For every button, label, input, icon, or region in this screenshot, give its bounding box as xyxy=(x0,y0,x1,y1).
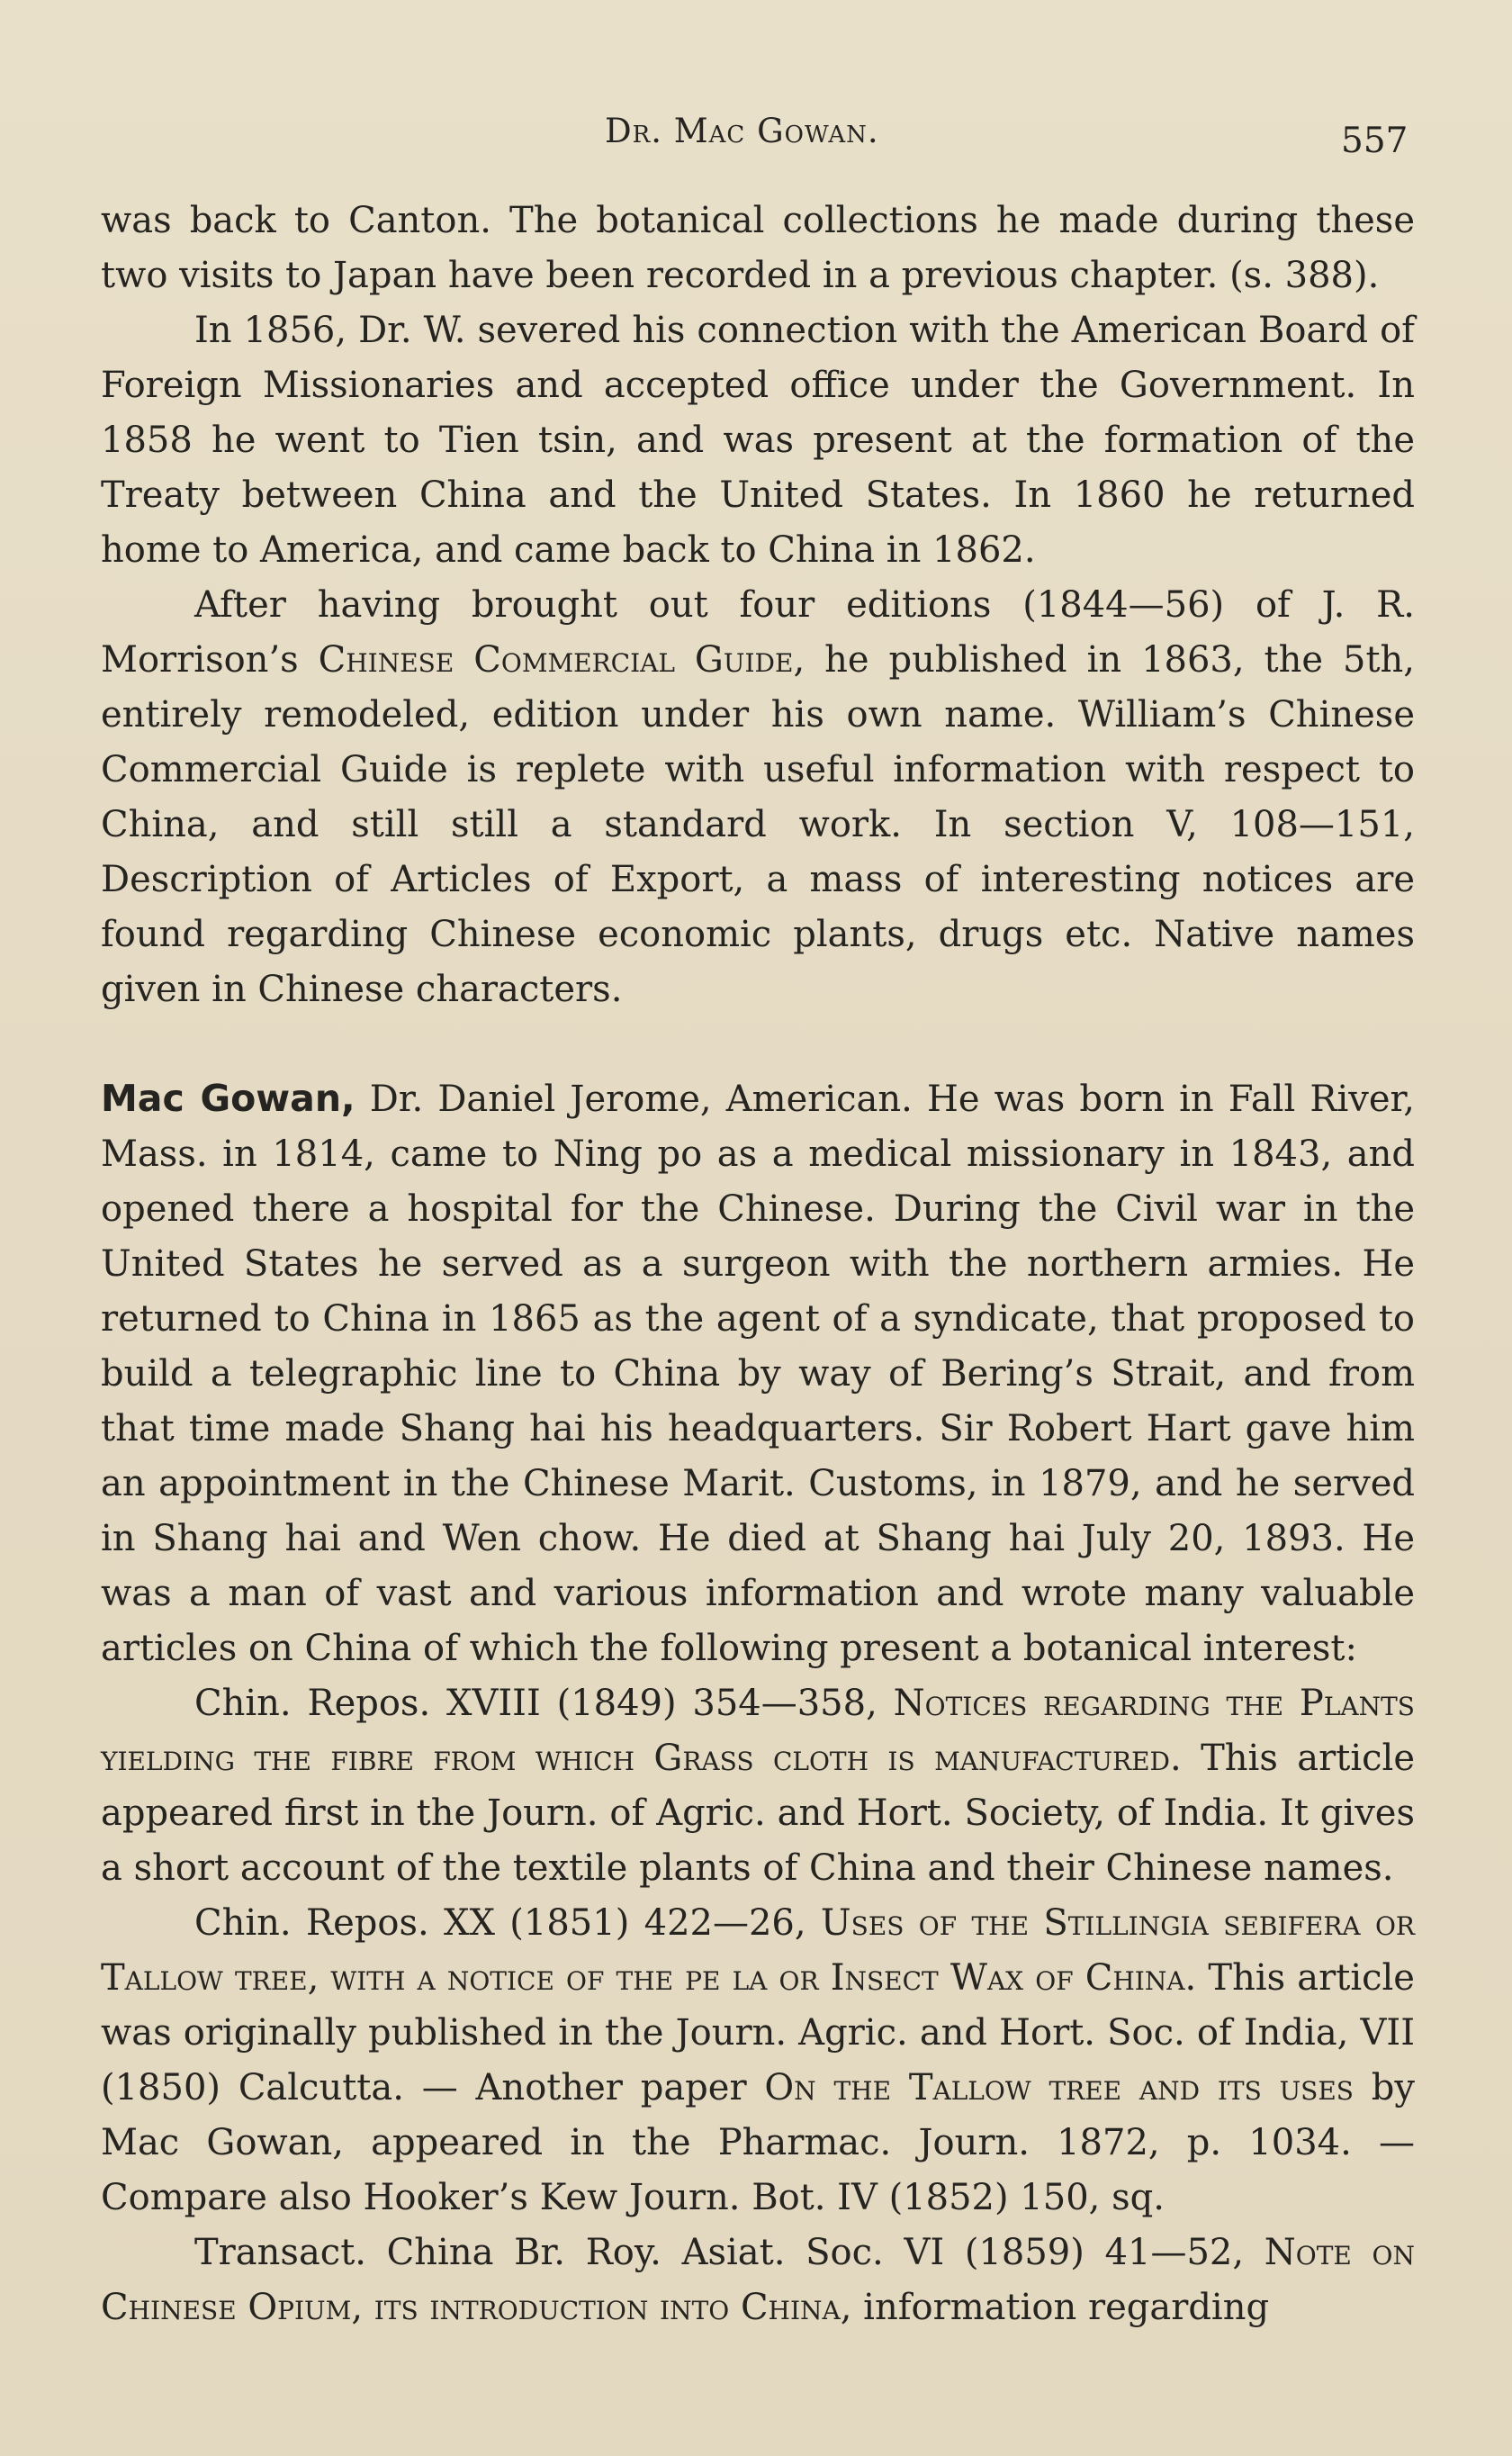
article-title: Notices regarding the Plants yielding the fibre from which Grass cloth is manufactured. xyxy=(101,1683,1415,1779)
running-head-title: Dr. Mac Gowan. xyxy=(605,112,879,150)
body-text xyxy=(101,194,1415,2335)
page-number: 557 xyxy=(1341,121,1408,161)
paragraph-commercial-guide xyxy=(101,578,1415,1017)
citation: Chin. Repos. XVIII (1849) 354—358, xyxy=(194,1683,894,1724)
book-title: Chinese Commercial Guide xyxy=(318,639,794,681)
paragraph-grass-cloth xyxy=(101,1676,1415,1896)
paragraph-text: After having brought out four editions (1844—56) of J. R. Morrison’s xyxy=(101,584,1415,681)
paragraph-text: information regarding xyxy=(851,2287,1270,2328)
paragraph-text: This article was originally published in the Journ. Agric. and Hort. Soc. of India, VII (1850) Calcutta. — Another paper xyxy=(101,1957,1415,2108)
citation: Transact. China Br. Roy. Asiat. Soc. VI (1859) 41—52, xyxy=(194,2232,1264,2273)
paragraph-continuation: was back to Canton. The botanical collections he made during these two visits to Japan have been recorded in a previous chapter. (s. 388). xyxy=(101,200,1415,296)
paragraph-government-office: In 1856, Dr. W. severed his connection with the American Board of Foreign Missionaries and accepted office under the Government. In 1858 he went to Tien tsin, and was present at the formation of the Treaty between China and the United States. In 1860 he returned home to America, and came back to China in 1862. xyxy=(101,310,1415,571)
article-title: Note on Chinese Opium, its introduction into China, xyxy=(101,2232,1415,2328)
paragraph-tallow-tree xyxy=(101,1896,1415,2226)
paragraph-text: by Mac Gowan, appeared in the Pharmac. Journ. 1872, p. 1034. — Compare also Hooker’s Kew Journ. Bot. IV (1852) 150, sq. xyxy=(101,2067,1415,2218)
entry-heading: Mac Gowan, xyxy=(101,1077,356,1120)
entry-mac-gowan xyxy=(101,1071,1415,1676)
paragraph-opium xyxy=(101,2226,1415,2335)
running-head xyxy=(0,112,1512,166)
article-title: Uses of the Stillingia sebifera or Tallow tree, with a notice of the pe la or Insect Wax of China. xyxy=(101,1902,1415,1999)
article-title: On the Tallow tree and its uses xyxy=(764,2067,1354,2108)
citation: Chin. Repos. XX (1851) 422—26, xyxy=(194,1902,821,1944)
entry-text: Dr. Daniel Jerome, American. He was born in Fall River, Mass. in 1814, came to Ning po as a medical missionary in 1843, and opened there a hospital for the Chinese. During the Civil war in the United States he served as a surgeon with the northern armies. He returned to China in 1865 as the agent of a syndicate, that proposed to build a telegraphic line to China by way of Bering’s Strait, and from that time made Shang hai his headquarters. Sir Robert Hart gave him an appointment in the Chinese Marit. Customs, in 1879, and he served in Shang hai and Wen chow. He died at Shang hai July 20, 1893. He was a man of vast and various information and wrote many valuable articles on China of which the following present a botanical interest: xyxy=(101,1079,1415,1669)
paragraph-text: This article appeared first in the Journ. of Agric. and Hort. Society, of India. It gives a short account of the textile plants of China and their Chinese names. xyxy=(101,1738,1415,1889)
paragraph-text: , he published in 1863, the 5th, entirely remodeled, edition under his own name. William’s Chinese Commercial Guide is replete with useful information with respect to China, and still still a standard work. In section V, 108—151, Description of Articles of Export, a mass of interesting notices are found regarding Chinese economic plants, drugs etc. Native names given in Chinese characters. xyxy=(101,639,1416,1010)
